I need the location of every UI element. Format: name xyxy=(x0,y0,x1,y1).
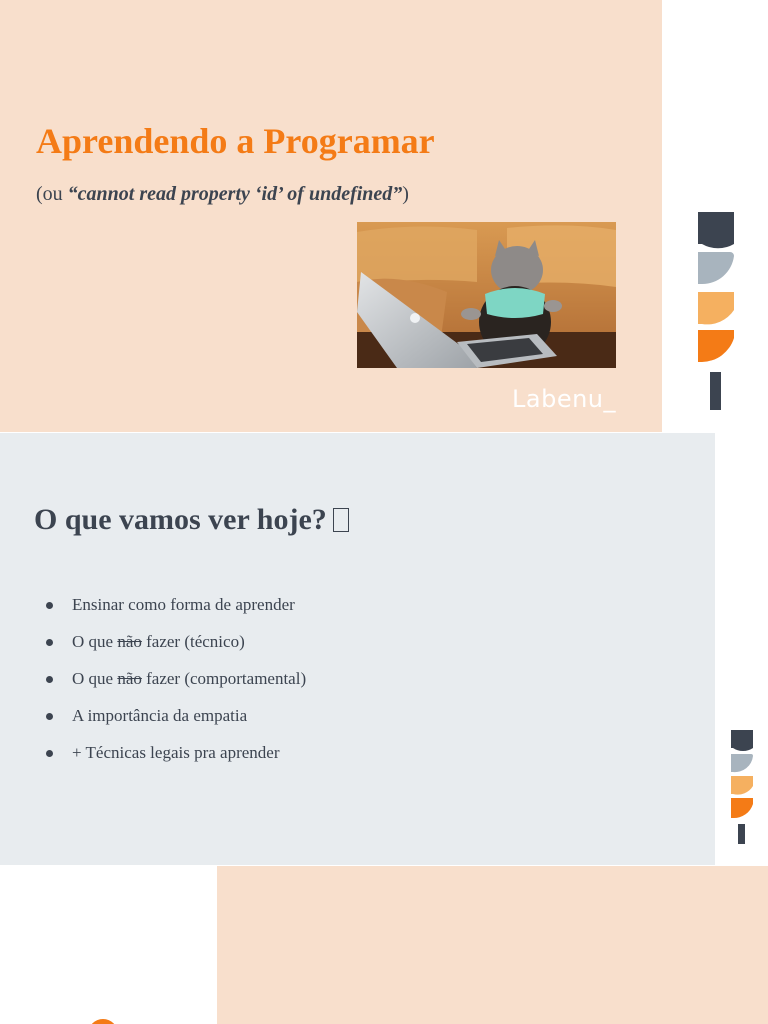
item-text: O que xyxy=(72,632,118,651)
labenu-shapes-icon xyxy=(731,730,753,845)
labenu-logo: Labenu_ xyxy=(512,385,616,413)
missing-glyph-icon xyxy=(333,508,349,532)
cat-typing-photo xyxy=(357,222,616,368)
agenda-title-text: O que vamos ver hoje? xyxy=(34,503,327,536)
agenda-list xyxy=(44,593,306,778)
subtitle-quote: “cannot read property ‘id’ of undefined” xyxy=(67,183,403,205)
labenu-shapes-icon xyxy=(698,212,734,412)
slide-next xyxy=(0,866,768,1024)
slide-title-heading: Aprendendo a Programar xyxy=(36,121,435,161)
list-item xyxy=(44,667,306,704)
item-text: O que xyxy=(72,669,118,688)
item-text: + Técnicas legais pra aprender xyxy=(72,743,280,762)
list-item xyxy=(44,741,306,778)
item-strike-text: não xyxy=(117,632,142,651)
slide-background xyxy=(217,866,768,1024)
item-text: A importância da empatia xyxy=(72,706,248,725)
subtitle-suffix: ) xyxy=(402,183,409,205)
subtitle-prefix: (ou xyxy=(36,183,68,205)
item-text-end: fazer (comportamental) xyxy=(141,669,307,688)
slide-title xyxy=(0,0,768,432)
orange-circle-icon xyxy=(88,1019,118,1024)
agenda-title xyxy=(34,503,349,537)
slide-agenda xyxy=(0,433,768,865)
list-item xyxy=(44,704,306,741)
slide-subtitle xyxy=(36,183,409,206)
item-text-end: fazer (técnico) xyxy=(141,632,245,651)
list-item xyxy=(44,630,306,667)
list-item xyxy=(44,593,306,630)
item-text: Ensinar como forma de aprender xyxy=(72,595,295,614)
item-strike-text: não xyxy=(117,669,142,688)
